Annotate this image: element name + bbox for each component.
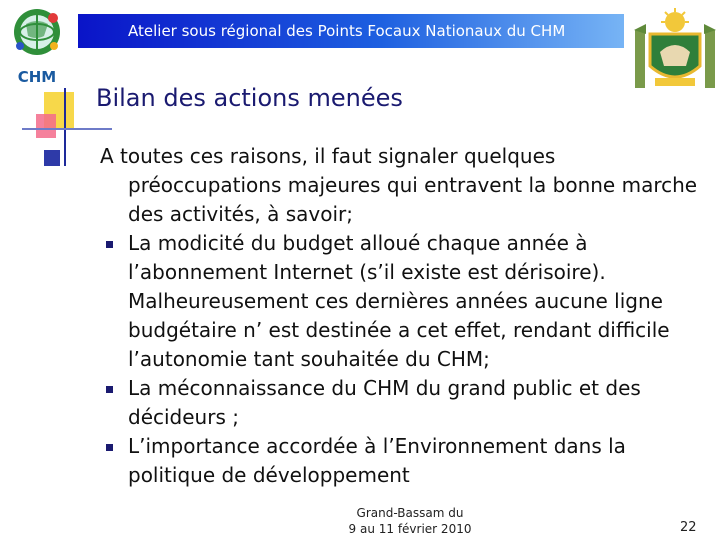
decor-pink-square [36,114,56,138]
header-title: Atelier sous régional des Points Focaux Nationaux du CHM [128,22,566,40]
page-number: 22 [680,520,697,535]
globe-icon [6,6,68,88]
bullet-list [100,229,700,490]
chm-logo [6,6,68,88]
bullet-square-icon [106,444,113,451]
footer-line-1: Grand-Bassam du [356,506,464,520]
list-item [100,374,700,432]
slide-body [100,142,700,490]
decor-blue-square [44,150,60,166]
decor-horizontal-line [22,128,112,130]
bullet-text: L’importance accordée à l’Environnement dans la politique de développement [128,434,626,487]
slide-title: Bilan des actions menées [96,84,403,112]
bullet-square-icon [106,241,113,248]
coat-of-arms [630,8,720,92]
bullet-square-icon [106,386,113,393]
chm-logo-label: CHM [17,68,57,86]
coat-of-arms-icon [630,8,720,92]
footer-text [300,505,520,537]
footer-line-2: 9 au 11 février 2010 [348,522,472,536]
decor-vertical-line [64,88,66,166]
header-bar [78,14,624,48]
list-item [100,432,700,490]
list-item [100,229,700,374]
bullet-text: La modicité du budget alloué chaque année à l’abonnement Internet (s’il existe est dérisoire). Malheureusement ces dernières années aucune ligne budgétaire n’ est destinée a cet effet, rendant difficile l’autonomie tant souhaitée du CHM; [128,231,670,371]
intro-paragraph: A toutes ces raisons, il faut signaler quelques préoccupations majeures qui entravent la bonne marche des activités, à savoir; [100,144,698,226]
bullet-text: La méconnaissance du CHM du grand public et des décideurs ; [128,376,641,429]
